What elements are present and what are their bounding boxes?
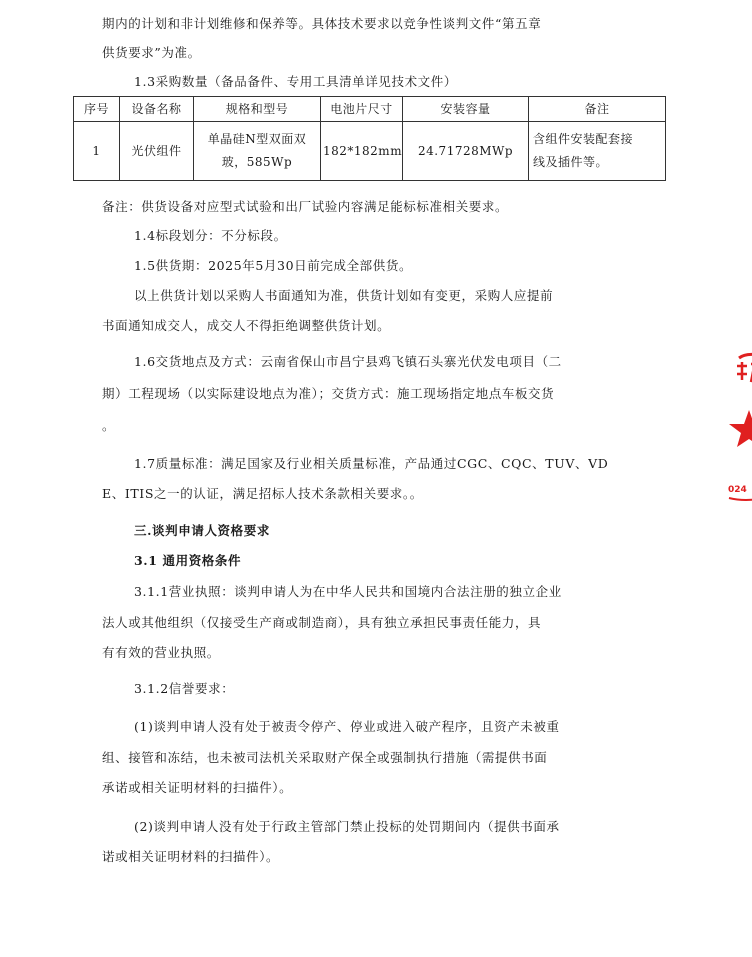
- section-1-5: 1.5供货期：2025年5月30日前完成全部供货。: [134, 258, 413, 273]
- spec-line: 单晶硅N型双面双: [207, 132, 307, 146]
- paragraph-line: 期内的计划和非计划维修和保养等。具体技术要求以竞争性谈判文件“第五章: [102, 16, 542, 31]
- procurement-table: [73, 96, 666, 181]
- table-header-cell: 规格和型号: [194, 97, 321, 122]
- paragraph-line: 有有效的营业执照。: [102, 645, 220, 660]
- table-cell-remark: [529, 122, 666, 181]
- section-1-3-title: 1.3采购数量（备品备件、专用工具清单详见技术文件）: [134, 74, 457, 89]
- paragraph-line: 法人或其他组织（仅接受生产商或制造商），具有独立承担民事责任能力，具: [102, 615, 542, 630]
- table-header-cell: 备注: [529, 97, 666, 122]
- paragraph-line: 期）工程现场（以实际建设地点为准）；交货方式：施工现场指定地点车板交货: [102, 386, 555, 401]
- paragraph-line: 诺或相关证明材料的扫描件）。: [102, 849, 280, 864]
- section-3-1-1: 3.1.1营业执照：谈判申请人为在中华人民共和国境内合法注册的独立企业: [134, 584, 562, 599]
- table-cell-name: 光伏组件: [120, 122, 194, 181]
- heading-section-3: 三.谈判申请人资格要求: [134, 523, 270, 538]
- table-cell-capacity: 24.71728MWp: [403, 122, 529, 181]
- spec-line: 玻，585Wp: [221, 155, 293, 169]
- svg-text:024: 024: [728, 485, 747, 495]
- table-row: [74, 122, 666, 181]
- paragraph-line: E、ITIS之一的认证，满足招标人技术条款相关要求。。: [102, 486, 423, 501]
- paragraph-line: 书面通知成交人，成交人不得拒绝调整供货计划。: [102, 318, 391, 333]
- section-1-7: 1.7质量标准：满足国家及行业相关质量标准，产品通过CGC、CQC、TUV、VD: [134, 456, 609, 471]
- table-header-cell: 序号: [74, 97, 120, 122]
- seal-icon: [725, 340, 752, 520]
- paragraph-line: 组、接管和冻结，也未被司法机关采取财产保全或强制执行措施（需提供书面: [102, 750, 548, 765]
- section-3-1-2: 3.1.2信誉要求：: [134, 681, 235, 696]
- paragraph-line: 以上供货计划以采购人书面通知为准，供货计划如有变更，采购人应提前: [134, 288, 554, 303]
- table-cell-cell-size: 182*182mm: [321, 122, 403, 181]
- section-1-6: 1.6交货地点及方式：云南省保山市昌宁县鸡飞镇石头寨光伏发电项目（二: [134, 354, 562, 369]
- clause-2: (2)谈判申请人没有处于行政主管部门禁止投标的处罚期间内（提供书面承: [134, 819, 560, 834]
- section-1-4: 1.4标段划分：不分标段。: [134, 228, 287, 243]
- table-header-row: [74, 97, 666, 122]
- remark-line: 含组件安装配套接: [533, 132, 634, 146]
- clause-1: (1)谈判申请人没有处于被责令停产、停业或进入破产程序，且资产未被重: [134, 719, 560, 734]
- paragraph-line: 供货要求”为准。: [102, 45, 201, 60]
- table-note: 备注：供货设备对应型式试验和出厂试验内容满足能标标准相关要求。: [102, 199, 509, 214]
- table-cell-spec: [194, 122, 321, 181]
- paragraph-line: 承诺或相关证明材料的扫描件）。: [102, 780, 293, 795]
- remark-line: 线及插件等。: [533, 155, 609, 169]
- table-cell-no: 1: [74, 122, 120, 181]
- table-header-cell: 电池片尺寸: [321, 97, 403, 122]
- table-header-cell: 设备名称: [120, 97, 194, 122]
- red-seal-stamp: [725, 340, 752, 520]
- heading-section-3-1: 3.1 通用资格条件: [134, 553, 242, 568]
- paragraph-line: 。: [102, 418, 116, 433]
- table-header-cell: 安装容量: [403, 97, 529, 122]
